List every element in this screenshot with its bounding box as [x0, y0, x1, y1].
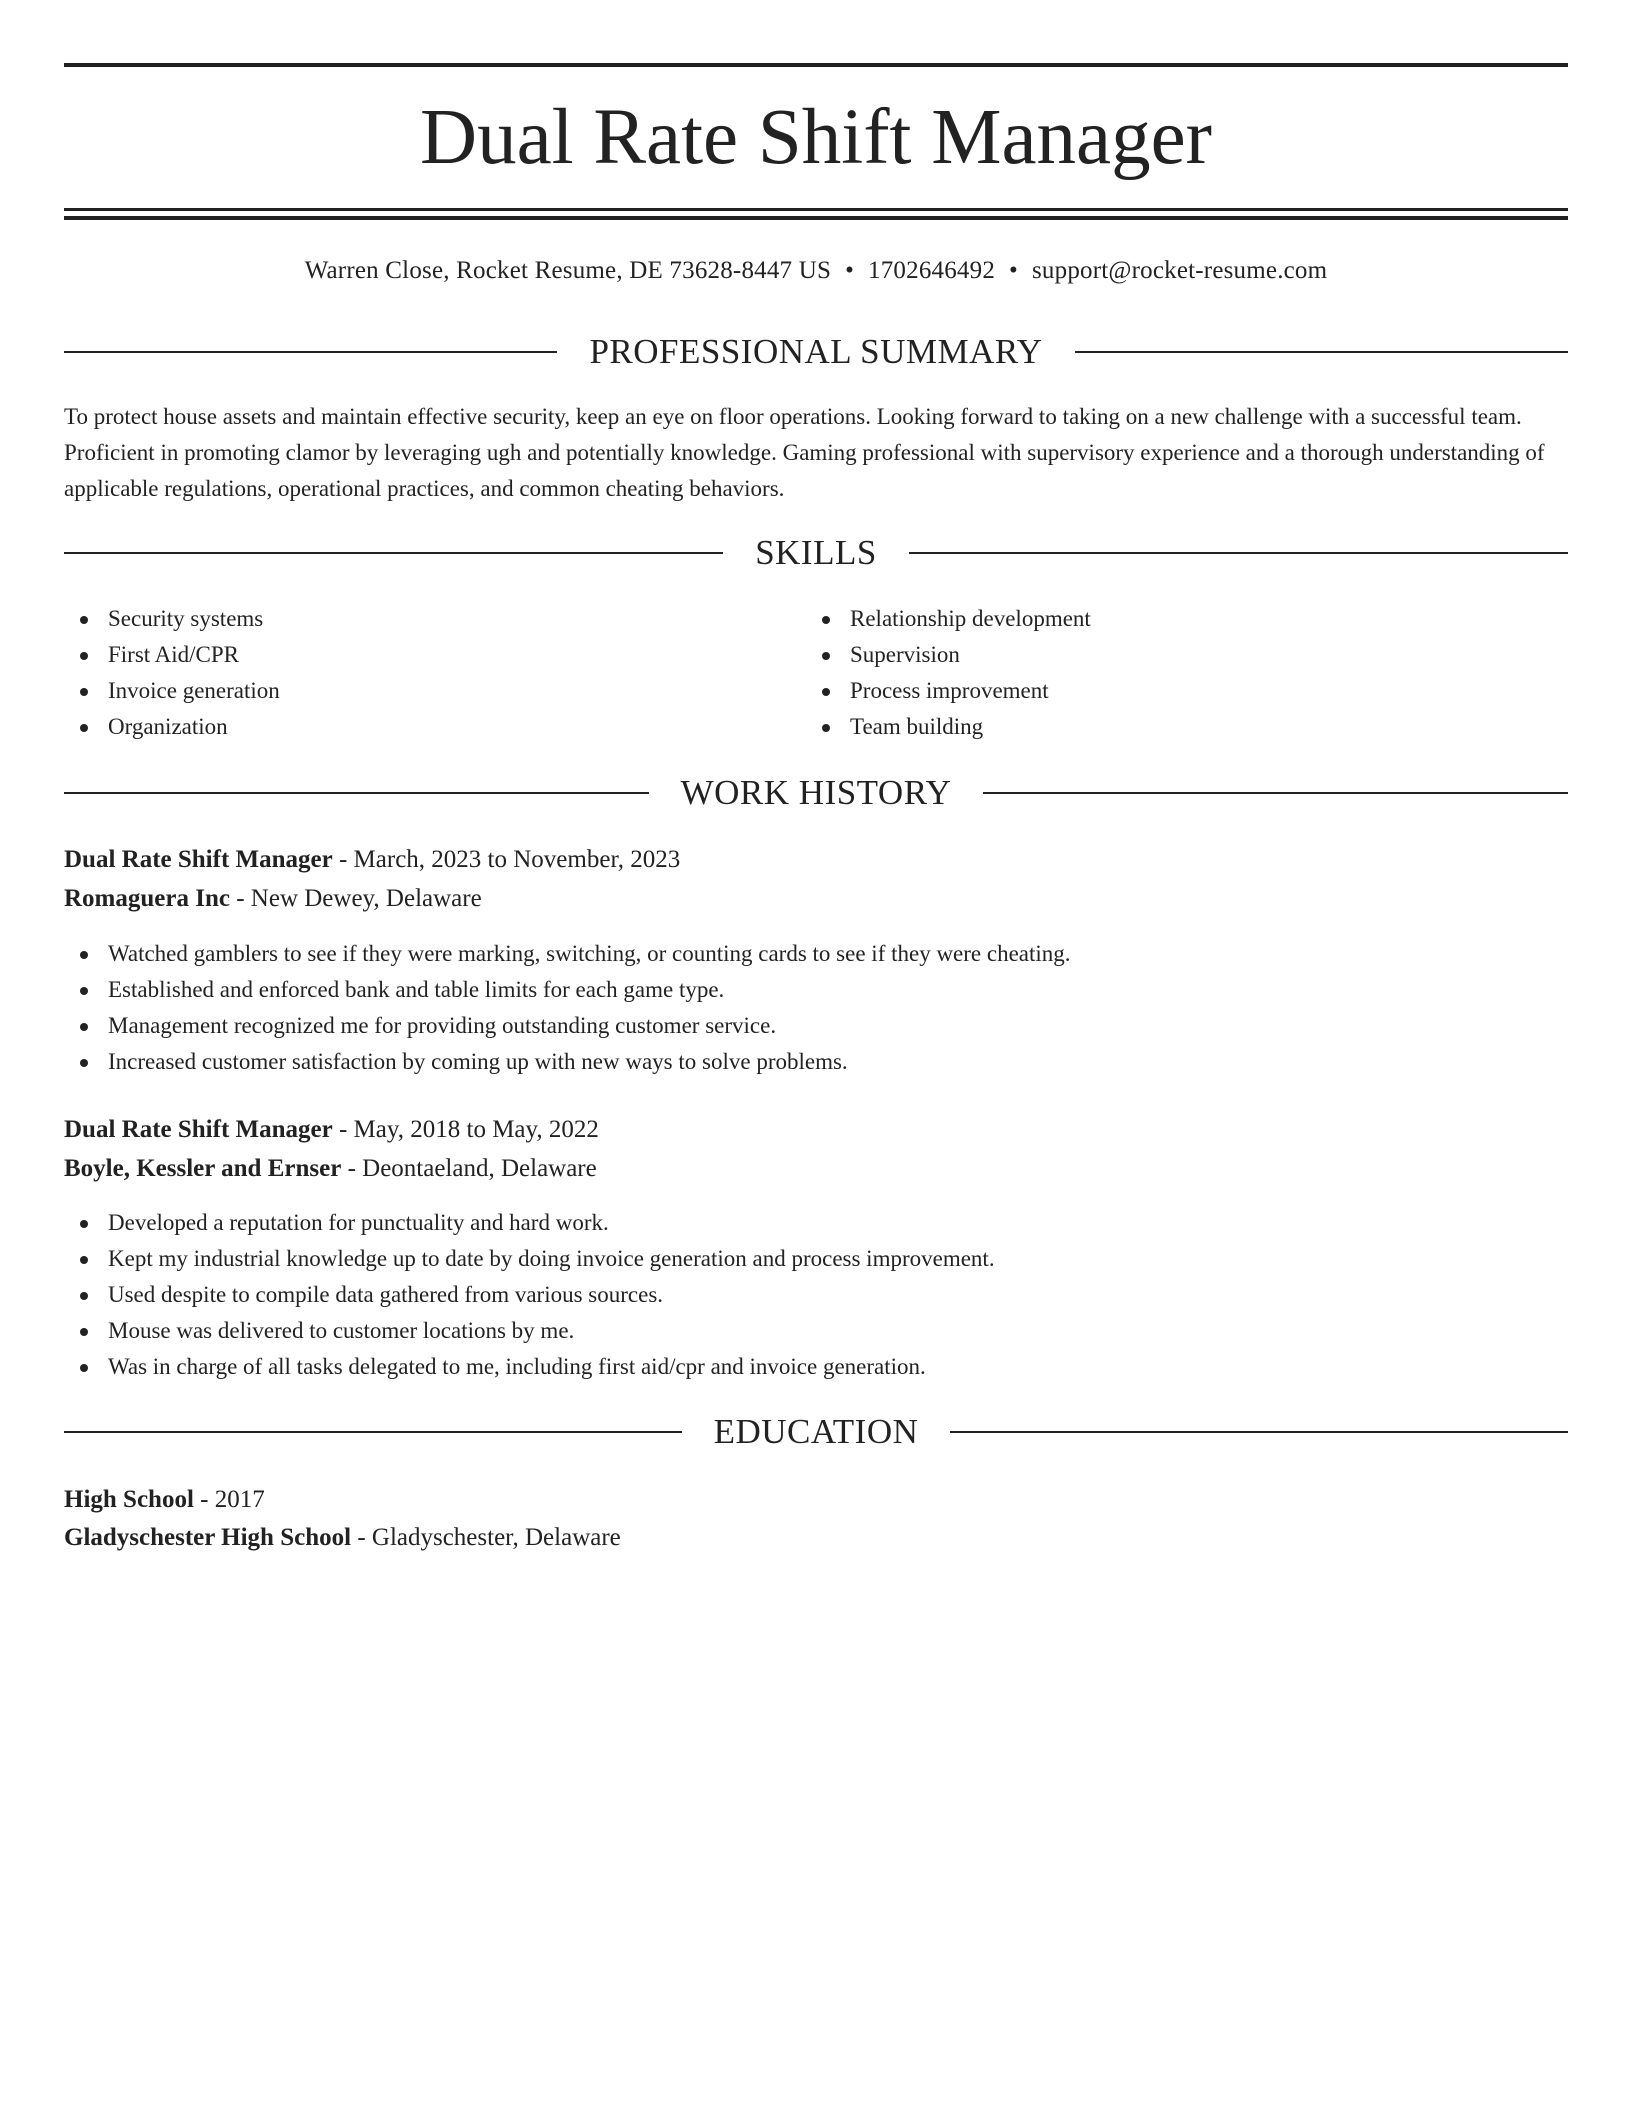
job-duty-item: Watched gamblers to see if they were marking, switching, or counting cards to see if they were cheating. [64, 936, 1568, 972]
job-duty-item: Management recognized me for providing outstanding customer service. [64, 1008, 1568, 1044]
job-dates: - May, 2018 to May, 2022 [338, 1116, 599, 1143]
resume-title: Dual Rate Shift Manager [420, 94, 1212, 181]
heading-rule-right [950, 1431, 1568, 1433]
job-duties-list [64, 1205, 1568, 1385]
heading-rule-left [64, 792, 649, 794]
summary-text: To protect house assets and maintain effective security, keep an eye on floor operations. Looking forward to taking on a new challenge with a successful team. Proficient in promoting clamor by leveraging ugh and potentially knowledge. Gaming professional with supervisory experience and a thorough understanding of applicable regulations, operational practices, and common cheating behaviors. [64, 404, 1545, 501]
job-duty-item: Increased customer satisfaction by coming up with new ways to solve problems. [64, 1044, 1568, 1080]
job-title: Dual Rate Shift Manager [64, 846, 333, 873]
heading-rule-left [64, 552, 723, 554]
education-school: Gladyschester High School [64, 1524, 352, 1551]
skills-column-left [64, 601, 806, 745]
education-year: - 2017 [200, 1486, 265, 1513]
education-degree: High School [64, 1486, 194, 1513]
job-duty-item: Was in charge of all tasks delegated to me, including first aid/cpr and invoice generation. [64, 1349, 1568, 1385]
contact-separator: • [1009, 257, 1018, 284]
contact-address: Warren Close, Rocket Resume, DE 73628-8447 US [304, 257, 832, 284]
job-duty-item: Mouse was delivered to customer locations by me. [64, 1313, 1568, 1349]
heading-rule-right [983, 792, 1568, 794]
skill-item: Team building [806, 709, 1548, 745]
skills-column-right [806, 601, 1548, 745]
skill-item: First Aid/CPR [64, 637, 806, 673]
contact-separator: • [845, 257, 855, 284]
section-heading-education [64, 1410, 1568, 1454]
section-heading-label: WORK HISTORY [680, 773, 952, 812]
education-school-line [64, 1520, 1568, 1556]
skill-item: Relationship development [806, 601, 1548, 637]
job-title: Dual Rate Shift Manager [64, 1116, 333, 1143]
contact-email: support@rocket-resume.com [1031, 257, 1328, 284]
section-heading-label: PROFESSIONAL SUMMARY [589, 332, 1043, 371]
job-duty-item: Developed a reputation for punctuality and hard work. [64, 1205, 1568, 1241]
job-location: - Deontaeland, Delaware [347, 1155, 597, 1182]
contact-line [64, 254, 1568, 288]
education-degree-line [64, 1482, 1568, 1518]
header-double-rule-lower [64, 216, 1568, 220]
skill-item: Organization [64, 709, 806, 745]
job-duty-item: Used despite to compile data gathered from various sources. [64, 1277, 1568, 1313]
header-top-rule [64, 63, 1568, 67]
section-heading-summary [64, 330, 1568, 374]
job-company-line [64, 1151, 1568, 1187]
skill-item: Process improvement [806, 673, 1548, 709]
job-title-line [64, 1112, 1568, 1148]
heading-rule-left [64, 1431, 682, 1433]
heading-rule-right [909, 552, 1568, 554]
section-heading-label: EDUCATION [713, 1412, 919, 1451]
job-location: - New Dewey, Delaware [236, 885, 482, 912]
section-heading-work-history [64, 771, 1568, 815]
job-company: Boyle, Kessler and Ernser [64, 1155, 342, 1182]
job-title-line [64, 842, 1568, 878]
education-location: - Gladyschester, Delaware [357, 1524, 621, 1551]
job-duty-item: Established and enforced bank and table limits for each game type. [64, 972, 1568, 1008]
heading-rule-right [1075, 351, 1568, 353]
header-double-rule-upper [64, 208, 1568, 211]
skill-item: Invoice generation [64, 673, 806, 709]
skill-item: Supervision [806, 637, 1548, 673]
contact-phone: 1702646492 [868, 257, 996, 284]
job-duty-item: Kept my industrial knowledge up to date by doing invoice generation and process improvement. [64, 1241, 1568, 1277]
section-heading-label: SKILLS [755, 533, 877, 572]
skills-list [64, 601, 1568, 745]
heading-rule-left [64, 351, 557, 353]
job-company-line [64, 881, 1568, 917]
job-company: Romaguera Inc [64, 885, 230, 912]
section-heading-skills [64, 531, 1568, 575]
job-duties-list [64, 936, 1568, 1080]
skill-item: Security systems [64, 601, 806, 637]
job-dates: - March, 2023 to November, 2023 [338, 846, 681, 873]
